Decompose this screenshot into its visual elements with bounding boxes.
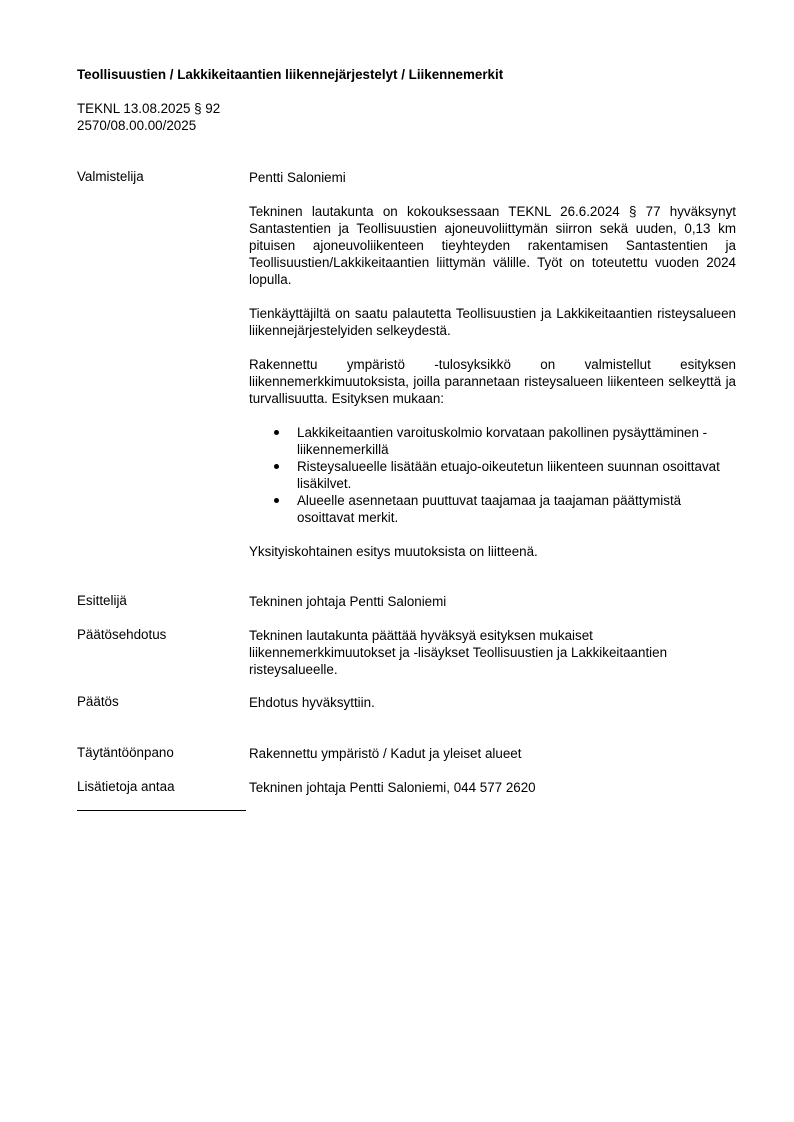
paragraph-attachment: Yksityiskohtainen esitys muutoksista on liitteenä. <box>249 544 538 559</box>
section-content: Rakennettu ympäristö / Kadut ja yleiset alueet <box>249 746 522 761</box>
section-label: Lisätietoja antaa <box>77 779 175 794</box>
bullet-icon <box>274 498 279 503</box>
paragraph-proposal: Rakennettu ympäristö -tulosyksikkö on valmistellut esityksen liikennemerkkimuutoksista, joilla parannetaan risteysalueen liikenteen selkeyttä ja turvallisuutta. Esityksen mukaan: <box>249 357 736 406</box>
section-label: Valmistelija <box>77 169 144 184</box>
preparer-name: Pentti Saloniemi <box>249 170 346 185</box>
meeting-reference: TEKNL 13.08.2025 § 92 <box>77 101 221 116</box>
section-label: Täytäntöönpano <box>77 745 174 760</box>
horizontal-divider <box>77 810 246 811</box>
section-content: Ehdotus hyväksyttiin. <box>249 695 375 710</box>
paragraph-background: Tekninen lautakunta on kokouksessaan TEKNL 26.6.2024 § 77 hyväksynyt Santastentien ja Teollisuustien ajoneuvoliittymän siirron sekä uuden, 0,13 km pituisen ajoneuvoliikenteen tieyhteyden rakentamisen Santastentien ja Teollisuustien/Lakkikeitaantien liittymän välille. Työt on toteutettu vuoden 2024 lopulla. <box>249 204 736 287</box>
proposal-list <box>249 424 736 526</box>
document-title: Teollisuustien / Lakkikeitaantien liikennejärjestelyt / Liikennemerkit <box>77 67 504 82</box>
section-content: Tekninen lautakunta päättää hyväksyä esityksen mukaiset liikennemerkkimuutokset ja -lisäykset Teollisuustien ja Lakkikeitaantien risteysalueelle. <box>249 628 668 677</box>
document-meta <box>77 100 220 134</box>
list-item-text: Lakkikeitaantien varoituskolmio korvataan pakollinen pysäyttäminen -liikennemerkillä <box>297 425 708 457</box>
list-item-text: Risteysalueelle lisätään etuajo-oikeutetun liikenteen suunnan osoittavat lisäkilvet. <box>297 459 720 491</box>
paragraph-feedback: Tienkäyttäjiltä on saatu palautetta Teollisuustien ja Lakkikeitaantien risteysalueen liikennejärjestelyiden selkeydestä. <box>249 306 736 338</box>
list-item <box>297 424 736 458</box>
section-content <box>249 169 736 560</box>
section-content: Tekninen johtaja Pentti Saloniemi, 044 577 2620 <box>249 780 536 795</box>
list-item-text: Alueelle asennetaan puuttuvat taajamaa ja taajaman päättymistä osoittavat merkit. <box>297 493 682 525</box>
list-item <box>297 458 736 492</box>
bullet-icon <box>274 464 279 469</box>
list-item <box>297 492 736 526</box>
file-number: 2570/08.00.00/2025 <box>77 118 197 133</box>
section-label: Päätösehdotus <box>77 627 167 642</box>
bullet-icon <box>274 430 279 435</box>
section-label: Esittelijä <box>77 593 127 608</box>
section-content: Tekninen johtaja Pentti Saloniemi <box>249 594 447 609</box>
section-label: Päätös <box>77 694 119 709</box>
